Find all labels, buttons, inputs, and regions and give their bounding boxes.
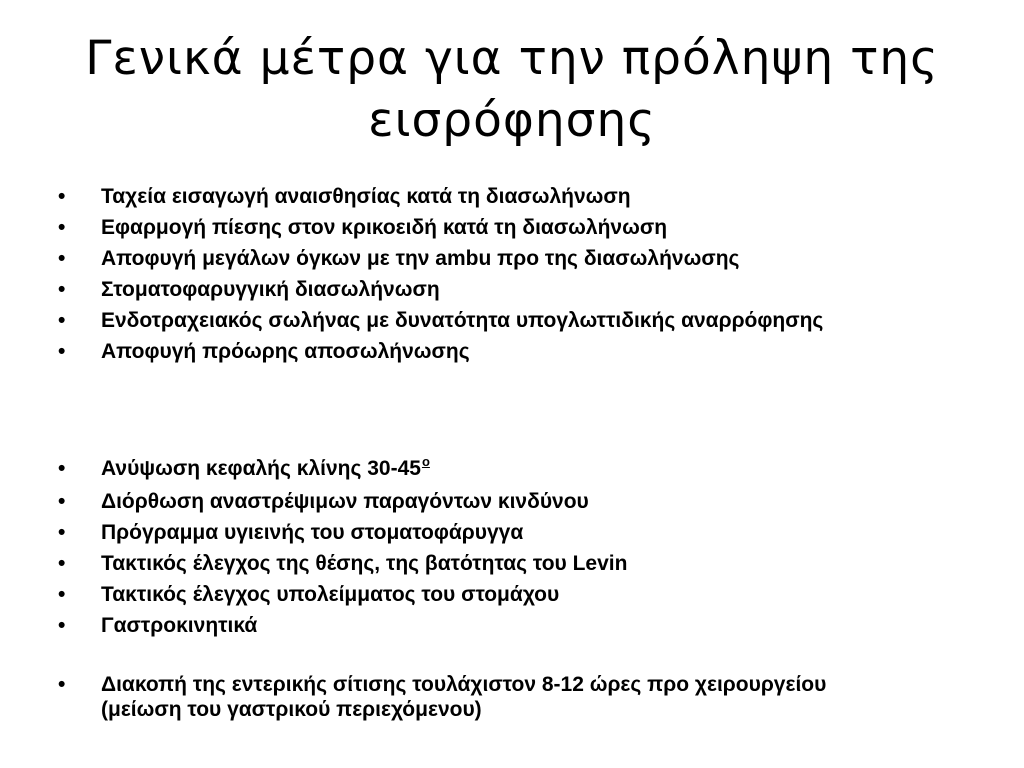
list-item-text: Γαστροκινητικά — [101, 614, 258, 637]
list-item — [56, 613, 956, 638]
list-item-text: Διακοπή της εντερικής σίτισης τουλάχιστον 8-12 ώρες προ χειρουργείου (μείωση του γαστρικού περιεχόμενου) — [101, 673, 827, 721]
bullet-icon: • — [58, 490, 66, 513]
bullet-icon: • — [58, 340, 66, 363]
list-item — [56, 215, 956, 240]
list-item — [56, 246, 956, 271]
list-item-text: Τακτικός έλεγχος υπολείμματος του στομάχου — [101, 583, 560, 606]
list-item — [56, 308, 861, 333]
list-item-text: Ανύψωση κεφαλής κλίνης 30-45 — [101, 457, 421, 480]
list-item — [56, 456, 956, 483]
bullet-list-intubation — [56, 184, 956, 370]
bullet-list-feeding — [56, 672, 956, 728]
bullet-icon: • — [58, 457, 66, 480]
bullet-icon: • — [58, 185, 66, 208]
list-item-text: Αποφυγή πρόωρης αποσωλήνωσης — [101, 340, 470, 363]
list-item — [56, 489, 956, 514]
bullet-icon: • — [58, 552, 66, 575]
bullet-list-care — [56, 456, 956, 644]
list-item-text: Πρόγραμμα υγιεινής του στοματοφάρυγγα — [101, 521, 524, 544]
bullet-icon: • — [58, 614, 66, 637]
bullet-icon: • — [58, 278, 66, 301]
list-item-text: Εφαρμογή πίεσης στον κρικοειδή κατά τη διασωλήνωση — [101, 216, 668, 239]
list-item-text: Αποφυγή μεγάλων όγκων με την ambu προ της διασωλήνωσης — [101, 247, 740, 270]
bullet-icon: • — [58, 583, 66, 606]
bullet-icon: • — [58, 216, 66, 239]
degree-superscript: ο — [421, 454, 430, 469]
list-item-text: Στοματοφαρυγγική διασωλήνωση — [101, 278, 440, 301]
list-item — [56, 339, 956, 364]
bullet-icon: • — [58, 309, 66, 332]
list-item — [56, 551, 956, 576]
list-item — [56, 184, 956, 209]
bullet-icon: • — [58, 247, 66, 270]
list-item — [56, 520, 956, 545]
list-item — [56, 582, 956, 607]
list-item-text: Ταχεία εισαγωγή αναισθησίας κατά τη διασωλήνωση — [101, 185, 631, 208]
list-item-text: Διόρθωση αναστρέψιμων παραγόντων κινδύνου — [101, 490, 589, 513]
list-item — [56, 277, 956, 302]
slide-title: Γενικά μέτρα για την πρόληψη της εισρόφησης — [85, 31, 939, 148]
bullet-icon: • — [58, 673, 66, 696]
list-item — [56, 672, 861, 722]
list-item-text: Τακτικός έλεγχος της θέσης, της βατότητας του Levin — [101, 552, 628, 575]
bullet-icon: • — [58, 521, 66, 544]
list-item-text: Ενδοτραχειακός σωλήνας με δυνατότητα υπογλωττιδικής αναρρόφησης — [101, 309, 824, 332]
